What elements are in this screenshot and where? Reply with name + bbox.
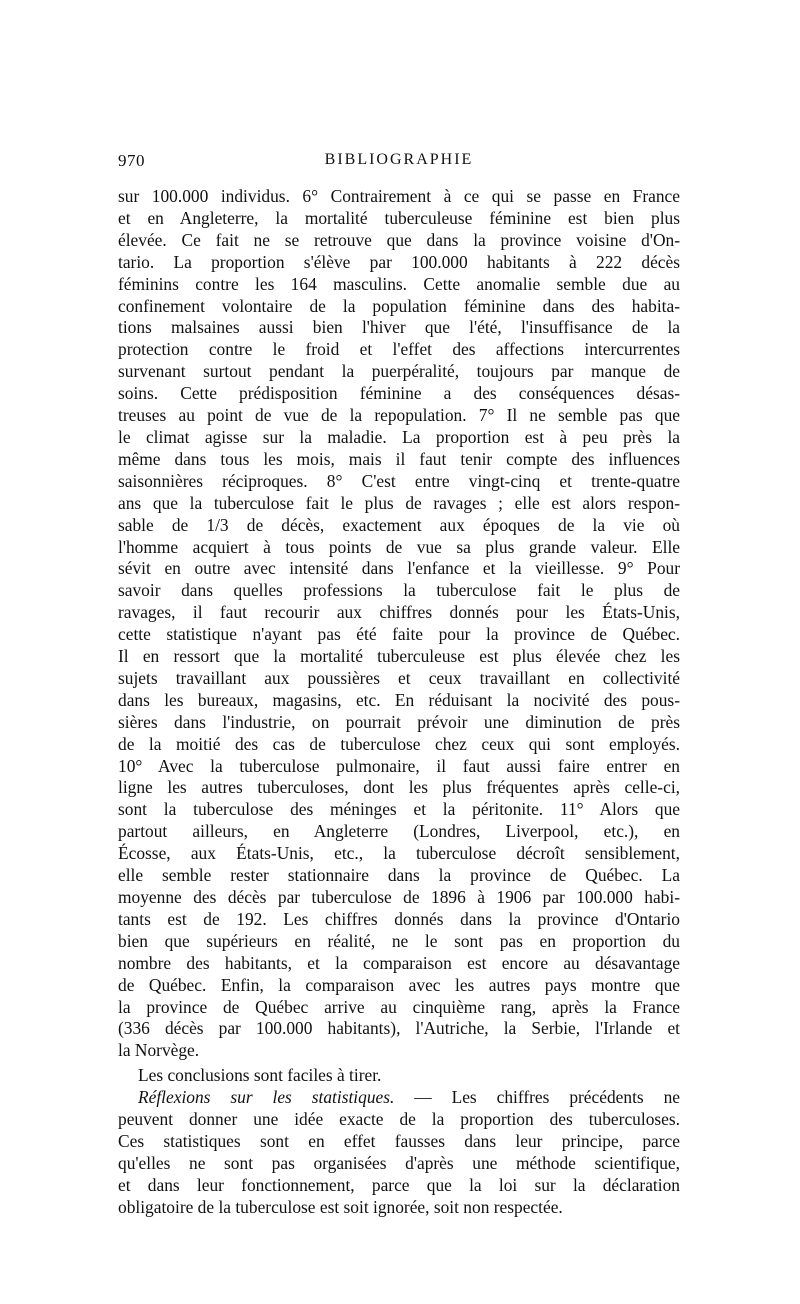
text-line: peuvent donner une idée exacte de la proportion des tuberculoses. [118,1109,680,1130]
text-line: confinement volontaire de la population féminine dans des habita- [118,295,680,316]
text-line-rest: — Les chiffres précédents ne [394,1087,680,1108]
text-line: même dans tous les mois, mais il faut tenir compte des influences [118,448,680,469]
text-line: Ces statistiques sont en effet fausses dans leur principe, parce [118,1130,680,1151]
page-header [118,151,680,175]
text-line: la Norvège. [118,1040,200,1061]
text-line: bien que supérieurs en réalité, ne le sont pas en proportion du [118,930,680,951]
text-line: Écosse, aux États-Unis, etc., la tuberculose décroît sensiblement, [118,843,680,864]
text-line: tions malsaines aussi bien l'hiver que l'été, l'insuffisance de la [118,317,680,338]
body-text [118,186,680,1219]
text-line: moyenne des décès par tuberculose de 1896 à 1906 par 100.000 habi- [118,887,680,907]
text-line: protection contre le froid et l'effet des affections intercurrentes [118,339,680,360]
text-line: sévit en outre avec intensité dans l'enfance et la vieillesse. 9° Pour [118,558,680,579]
text-line: sable de 1/3 de décès, exactement aux époques de la vie où [118,514,680,535]
text-line: saisonnières réciproques. 8° C'est entre vingt-cinq et trente-quatre [118,470,680,491]
page-number: 970 [118,151,145,170]
text-line: partout ailleurs, en Angleterre (Londres, Liverpool, etc.), en [118,821,680,842]
text-line: tants est de 192. Les chiffres donnés dans la province d'Ontario [118,908,680,929]
text-line: sur 100.000 individus. 6° Contrairement à ce qui se passe en France [118,186,680,206]
text-line: et en Angleterre, la mortalité tuberculeuse féminine est bien plus [118,207,680,228]
text-line: ans que la tuberculose fait le plus de ravages ; elle est alors respon- [118,492,680,513]
text-line: de Québec. Enfin, la comparaison avec les autres pays montre que [118,974,680,995]
text-line: féminins contre les 164 masculins. Cette anomalie semble due au [118,273,680,294]
text-line: (336 décès par 100.000 habitants), l'Autriche, la Serbie, l'Irlande et [118,1018,680,1039]
text-line: cette statistique n'ayant pas été faite pour la province de Québec. [118,624,680,645]
text-line: Les conclusions sont faciles à tirer. [138,1065,382,1086]
text-line: qu'elles ne sont pas organisées d'après une méthode scientifique, [118,1152,680,1173]
text-line: ligne les autres tuberculoses, dont les plus fréquentes après celle-ci, [118,777,680,798]
text-line: élevée. Ce fait ne se retrouve que dans la province voisine d'On- [118,229,680,250]
text-line: sujets travaillant aux poussières et ceux travaillant en collectivité [118,667,680,688]
italic-section-lead: Réflexions sur les statistiques. [138,1087,395,1108]
text-line: obligatoire de la tuberculose est soit ignorée, soit non respectée. [118,1196,563,1217]
text-line: de la moitié des cas de tuberculose chez ceux qui sont employés. [118,733,680,754]
text-line: soins. Cette prédisposition féminine a des conséquences désas- [118,383,680,404]
text-line: la province de Québec arrive au cinquième rang, après la France [118,996,680,1017]
text-line: Il en ressort que la mortalité tuberculeuse est plus élevée chez les [118,646,680,667]
text-line: sont la tuberculose des méninges et la péritonite. 11° Alors que [118,799,680,820]
text-line: nombre des habitants, et la comparaison est encore au désavantage [118,952,680,973]
text-line: l'homme acquiert à tous points de vue sa plus grande valeur. Elle [118,536,680,557]
text-line: elle semble rester stationnaire dans la province de Québec. La [118,865,680,886]
text-line: et dans leur fonctionnement, parce que la loi sur la déclaration [118,1174,680,1195]
text-line: sières dans l'industrie, on pourrait prévoir une diminution de près [118,711,680,732]
text-line: dans les bureaux, magasins, etc. En réduisant la nocivité des pous- [118,689,680,710]
running-title: BIBLIOGRAPHIE [324,151,474,168]
text-line: 10° Avec la tuberculose pulmonaire, il faut aussi faire entrer en [118,755,680,776]
text-line: survenant surtout pendant la puerpéralité, toujours par manque de [118,361,680,382]
text-line: le climat agisse sur la maladie. La proportion est à peu près la [118,426,680,447]
text-line: ravages, il faut recourir aux chiffres donnés pour les États-Unis, [118,602,680,623]
text-line [118,1087,680,1109]
text-line: tario. La proportion s'élève par 100.000 habitants à 222 décès [118,251,680,272]
text-line: savoir dans quelles professions la tuberculose fait le plus de [118,580,680,601]
text-line: treuses au point de vue de la repopulation. 7° Il ne semble pas que [118,405,680,426]
